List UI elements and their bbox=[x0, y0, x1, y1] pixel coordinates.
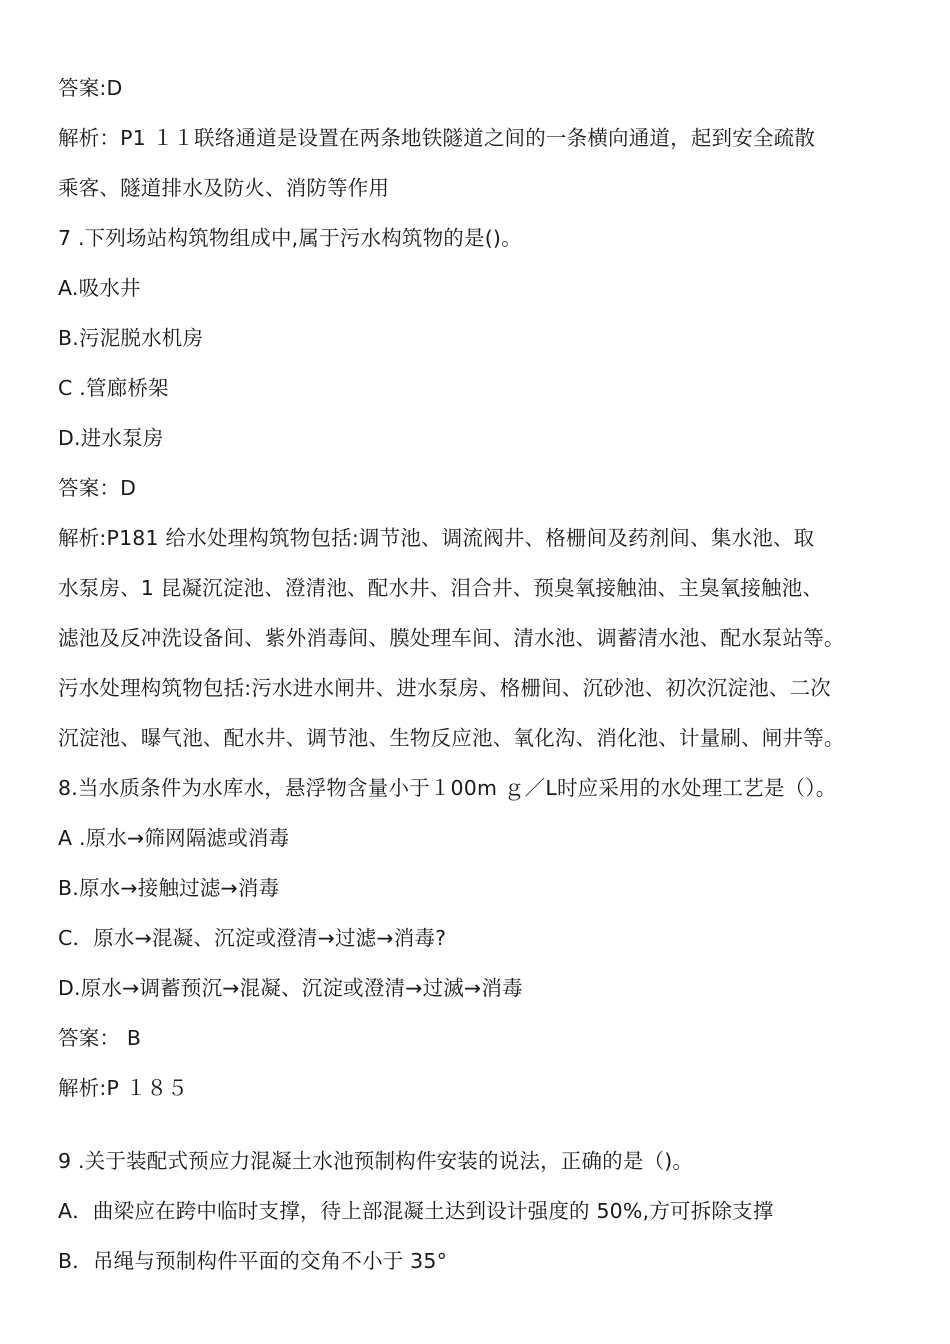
option-line: D.进水泵房 bbox=[58, 426, 164, 450]
option-line: B.污泥脱水机房 bbox=[58, 326, 204, 350]
question-line: 8.当水质条件为水库水，悬浮物含量小于１00m ｇ／L时应采用的水处理工艺是（）。 bbox=[58, 776, 837, 800]
option-line: D.原水→调蓄预沉→混凝、沉淀或澄清→过滅→消毒 bbox=[58, 976, 523, 1000]
analysis-line: 乘客、隧道排水及防火、消防等作用 bbox=[58, 176, 390, 200]
answer-line: 答案：D bbox=[58, 476, 137, 500]
analysis-line: 污水处理构筑物包括:污水进水闸井、进水泵房、格栅间、沉砂池、初次沉淀池、二次 bbox=[58, 676, 832, 700]
analysis-line: 解析：P1 １１联络通道是设置在两条地铁隧道之间的一条横向通道，起到安全疏散 bbox=[58, 126, 816, 150]
analysis-line: 滤池及反冲洗设备间、紫外消毒间、膜处理车间、清水池、调蓄清水池、配水泵站等。 bbox=[58, 626, 845, 650]
question-line: 7 .下列场站构筑物组成中,属于污水构筑物的是()。 bbox=[58, 226, 522, 250]
option-line: B．吊绳与预制构件平面的交角不小于 35° bbox=[58, 1249, 448, 1273]
analysis-line: 水泵房、1 昆凝沉淀池、澄清池、配水井、泪合井、预臭氧接触油、主臭氧接触池、 bbox=[58, 576, 824, 600]
answer-line: 答案:D bbox=[58, 76, 123, 100]
option-line: B.原水→接触过滤→消毒 bbox=[58, 876, 280, 900]
option-line: A .原水→筛网隔滤或消毒 bbox=[58, 826, 290, 850]
answer-line: 答案： B bbox=[58, 1026, 142, 1050]
option-line: C .管廊桥架 bbox=[58, 376, 169, 400]
question-line: 9 .关于装配式预应力混凝土水池预制构件安装的说法，正确的是（)。 bbox=[58, 1149, 694, 1173]
analysis-line: 解析:P181 给水处理构筑物包括:调节池、调流阀井、格栅间及药剂间、集水池、取 bbox=[58, 526, 815, 550]
option-line: A．曲梁应在跨中临时支撑，待上部混凝土达到设计强度的 50%,方可拆除支撑 bbox=[58, 1199, 774, 1223]
option-line: A.吸水井 bbox=[58, 276, 141, 300]
analysis-line: 沉淀池、曝气池、配水井、调节池、生物反应池、氧化沟、消化池、计量刷、闸井等。 bbox=[58, 726, 845, 750]
analysis-line: 解析:P １８５ bbox=[58, 1076, 188, 1100]
option-line: C．原水→混凝、沉淀或澄清→过滤→消毒? bbox=[58, 926, 447, 950]
